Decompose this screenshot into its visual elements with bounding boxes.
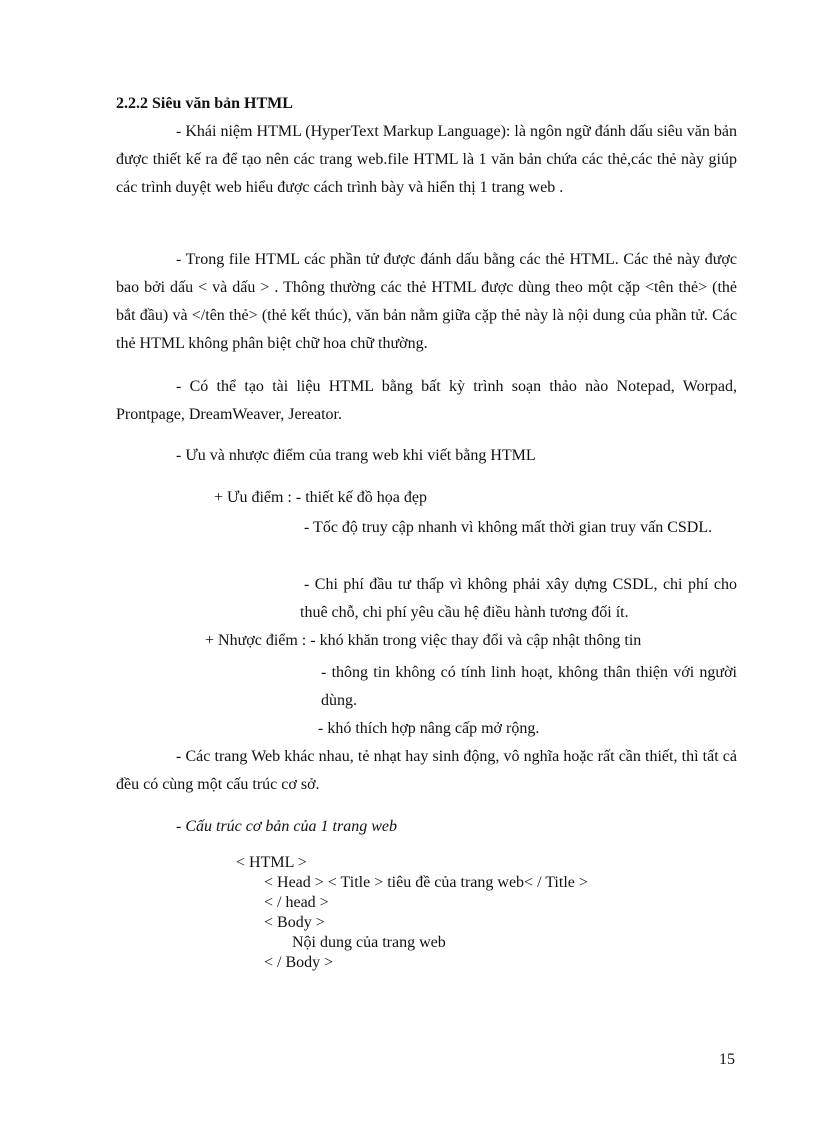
- structure-line-body-open: < Body >: [264, 914, 325, 931]
- paragraph-html-elements: - Trong file HTML các phần tử được đánh dấu bằng các thẻ HTML. Các thẻ này được bao bởi dấu < và dấu > . Thông thường các thẻ HTML được dùng theo một cặp <tên thẻ> (thẻ bắt đầu) và </tên thẻ> (thẻ kết thúc), văn bản nằm giữa cặp thẻ này là nội dung của phần tử. Các thẻ HTML không phân biệt chữ hoa chữ thường.: [116, 251, 737, 352]
- pros-heading: + Ưu điểm : - thiết kế đồ họa đẹp: [214, 489, 427, 506]
- paragraph-html-definition: - Khái niệm HTML (HyperText Markup Language): là ngôn ngữ đánh dấu siêu văn bản được thiết kế ra để tạo nên các trang web.file HTML là 1 văn bản chứa các thẻ,các thẻ này giúp các trình duyệt web hiểu được cách trình bày và hiển thị 1 trang web .: [116, 123, 737, 196]
- structure-line-content: Nội dung của trang web: [292, 934, 446, 951]
- page-number: 15: [719, 1051, 735, 1068]
- structure-line-head-close: < / head >: [264, 894, 329, 911]
- cons-item-flexibility: - thông tin không có tính linh hoạt, không thân thiện với người dùng.: [321, 664, 737, 709]
- structure-line-head-title: < Head > < Title > tiêu đề của trang web< / Title >: [264, 874, 588, 891]
- pros-item-cost: - Chi phí đầu tư thấp vì không phải xây dựng CSDL, chi phí cho thuê chỗ, chi phí yêu cầu hệ điều hành tương đối ít.: [300, 576, 737, 621]
- section-title: 2.2.2 Siêu văn bản HTML: [116, 95, 293, 112]
- cons-item-upgrade: - khó thích hợp nâng cấp mở rộng.: [318, 720, 540, 737]
- paragraph-html-editors: - Có thể tạo tài liệu HTML bằng bất kỳ trình soạn thảo nào Notepad, Worpad, Prontpage, DreamWeaver, Jereator.: [116, 378, 737, 423]
- structure-line-html-open: < HTML >: [236, 854, 307, 871]
- pros-item-speed: - Tốc độ truy cập nhanh vì không mất thời gian truy vấn CSDL.: [304, 519, 713, 536]
- paragraph-web-structure: - Các trang Web khác nhau, tẻ nhạt hay sinh động, vô nghĩa hoặc rất cần thiết, thì tất cả đều có cùng một cấu trúc cơ sở.: [116, 748, 737, 793]
- paragraph-pros-cons-intro: - Ưu và nhược điểm của trang web khi viết bằng HTML: [176, 447, 536, 464]
- structure-heading: - Cấu trúc cơ bản của 1 trang web: [176, 818, 397, 835]
- structure-line-body-close: < / Body >: [264, 954, 334, 971]
- cons-heading: + Nhược điểm : - khó khăn trong việc thay đổi và cập nhật thông tin: [205, 632, 642, 649]
